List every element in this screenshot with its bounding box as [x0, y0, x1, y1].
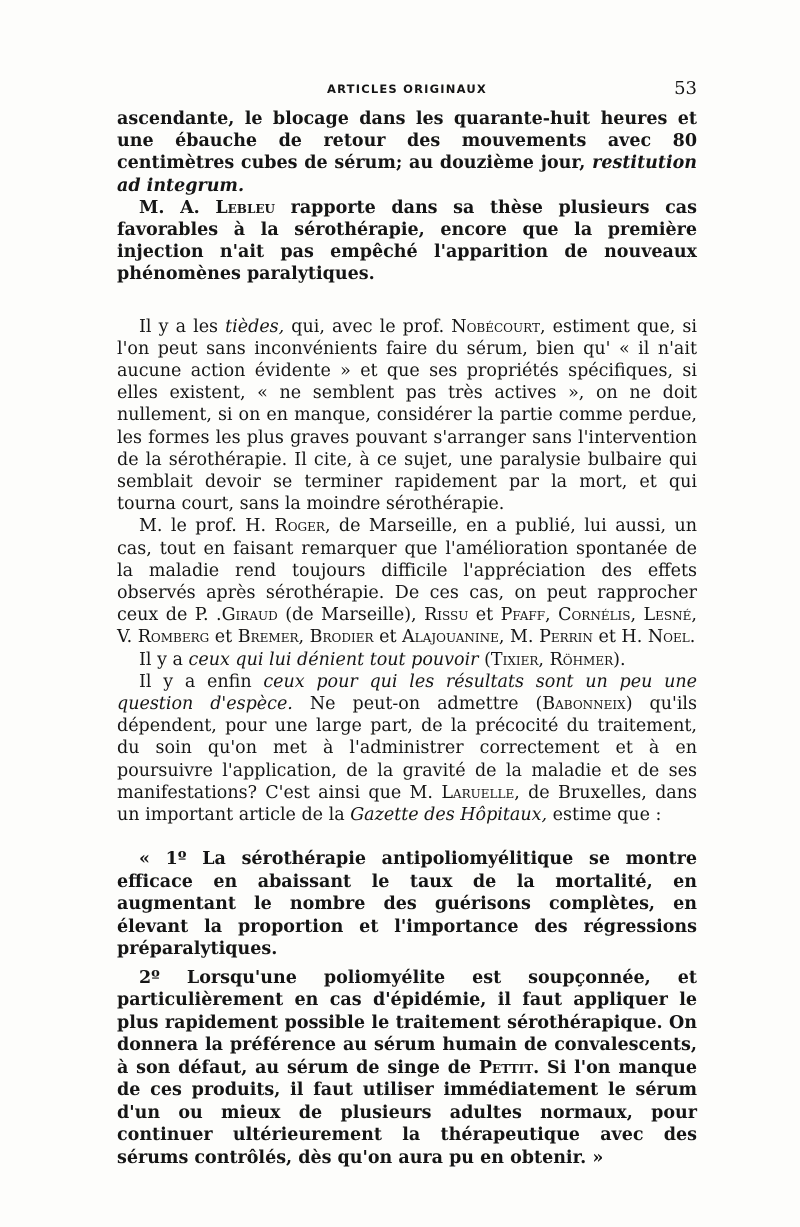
text-run: , [298, 627, 310, 648]
quotation-block [117, 848, 697, 1169]
text-run: « 1º La sérothérapie antipoliomyélitique se montre efficace en abaissant le taux de la mortalité, en augmentant le nombre des guérisons complètes, en élevant la proportion et l'importance des régressions préparalytiques. [117, 849, 697, 960]
text-run: , [545, 605, 559, 626]
author-name: Bremer [237, 627, 299, 648]
author-name: Laruelle [441, 782, 515, 803]
running-head [117, 78, 697, 98]
italic-text: ceux qui lui dénient tout pouvoir [188, 649, 479, 670]
author-name: Lesné [643, 605, 692, 626]
text-run: , V. [117, 605, 697, 648]
author-name: Tixier [490, 649, 539, 670]
paragraph [117, 671, 697, 826]
text-run: , [538, 649, 550, 670]
section-gap [117, 286, 697, 316]
text-run: et [373, 627, 403, 648]
section-gap [117, 826, 697, 848]
text-run: qui, avec le prof. [284, 316, 452, 337]
author-name: Noel [647, 627, 690, 648]
text-run: , estiment que, si l'on peut sans inconvénients faire du sérum, bien qu' « il n'ait aucune action évidente » et que ses propriétés spécifiques, si elles existent, « ne semblent pas très actives », on ne doit nullement, si on en manque, considérer la partie comme perdue, les formes les plus graves pouvant s'arranger sans l'intervention de la sérothérapie. Il cite, à ce sujet, une paralysie bulbaire qui semblait devoir se terminer rapidement par la mort, et qui tourna court, sans la moindre sérothérapie. [117, 316, 697, 515]
article-body [117, 108, 697, 1169]
author-name: Babonneix [542, 694, 626, 715]
text-run: . [689, 627, 696, 648]
author-name: Nobécourt [451, 316, 540, 337]
paragraph [117, 197, 697, 286]
text-run: M. A. [139, 197, 216, 218]
italic-text: tièdes, [225, 316, 285, 337]
author-name: Perrin [539, 627, 593, 648]
author-name: Pettit [478, 1057, 534, 1078]
text-run: . Si l'on manque de ces produits, il faut utiliser immédiatement le sérum d'un ou mieux de plusieurs adultes normaux, pour continuer ultérieurement la thérapeutique avec des sérums contrôlés, dès qu'on aura pu en obtenir. » [117, 1057, 697, 1168]
author-name: Rissu [424, 605, 469, 626]
author-name: Roger [274, 516, 325, 537]
text-run: M. le prof. H. [139, 516, 275, 537]
text-run: ascendante, le blocage dans les quarante-huit heures et une ébauche de retour des mouvements avec 80 centimètres cubes de sérum; au douzième jour, [117, 109, 697, 174]
paragraph [117, 649, 697, 671]
page-number: 53 [674, 78, 697, 99]
author-name: Pfaff [500, 605, 546, 626]
author-name: Röhmer [549, 649, 614, 670]
text-run: (de Marseille), [277, 605, 425, 626]
author-name: Cornélis [558, 605, 631, 626]
text-run: et H. [592, 627, 648, 648]
text-run: , de Bruxelles, dans un important article de la [117, 782, 697, 826]
paragraph [117, 316, 697, 516]
text-run: et [209, 627, 238, 648]
text-run: ). [613, 649, 626, 670]
author-name: Alajouanine [402, 627, 499, 648]
text-run: ( [478, 649, 491, 670]
text-run: , M. [498, 627, 540, 648]
author-name: Brodier [309, 627, 374, 648]
text-run: et [468, 605, 501, 626]
italic-text: restitution ad integrum. [117, 153, 697, 196]
italic-text: ceux pour qui les résultats sont un peu une question d'espèce. [117, 671, 697, 715]
italic-text: Gazette des Hôpitaux, [350, 805, 548, 826]
running-title: ARTICLES ORIGINAUX [327, 82, 487, 96]
text-run: Ne peut-on admettre ( [292, 694, 543, 715]
text-run: estime que : [547, 805, 662, 826]
text-run: ) qu'ils dépendent, pour une large part, de la précocité du traitement, du soin qu'on met à l'administrer correctement et à en poursuivre l'application, de la gravité de la maladie et de ses manifestations? C'est ainsi que M. [117, 694, 697, 803]
discussion-block [117, 316, 697, 827]
author-name: Romberg [137, 627, 210, 648]
author-name: Lebleu [215, 197, 276, 218]
paragraph [117, 108, 697, 197]
paragraph [117, 848, 697, 961]
text-run: Il y a les [139, 316, 226, 337]
text-run: 2º Lorsqu'une poliomyélite est soupçonnée, et particulièrement en cas d'épidémie, il faut appliquer le plus rapidement possible le traitement sérothérapique. On donnera la préférence au sérum humain de convalescents, à son défaut, au sérum de singe de [117, 967, 697, 1078]
text-run: Il y a [139, 649, 189, 670]
paragraph [117, 515, 697, 648]
text-run: Il y a enfin [139, 671, 264, 692]
text-run: , [630, 605, 644, 626]
author-name: Giraud [221, 605, 278, 626]
text-run: , de Marseille, en a publié, lui aussi, un cas, tout en faisant remarquer que l'amélioration spontanée de la maladie rend toujours difficile l'appréciation des effets observés après sérothérapie. De ces cas, on peut rapprocher ceux de P. . [117, 516, 697, 626]
case-report-block [117, 108, 697, 286]
text-run: rapporte dans sa thèse plusieurs cas favorables à la sérothérapie, encore que la première injection n'ait pas empêché l'apparition de nouveaux phénomènes paralytiques. [117, 197, 697, 285]
paragraph [117, 967, 697, 1170]
